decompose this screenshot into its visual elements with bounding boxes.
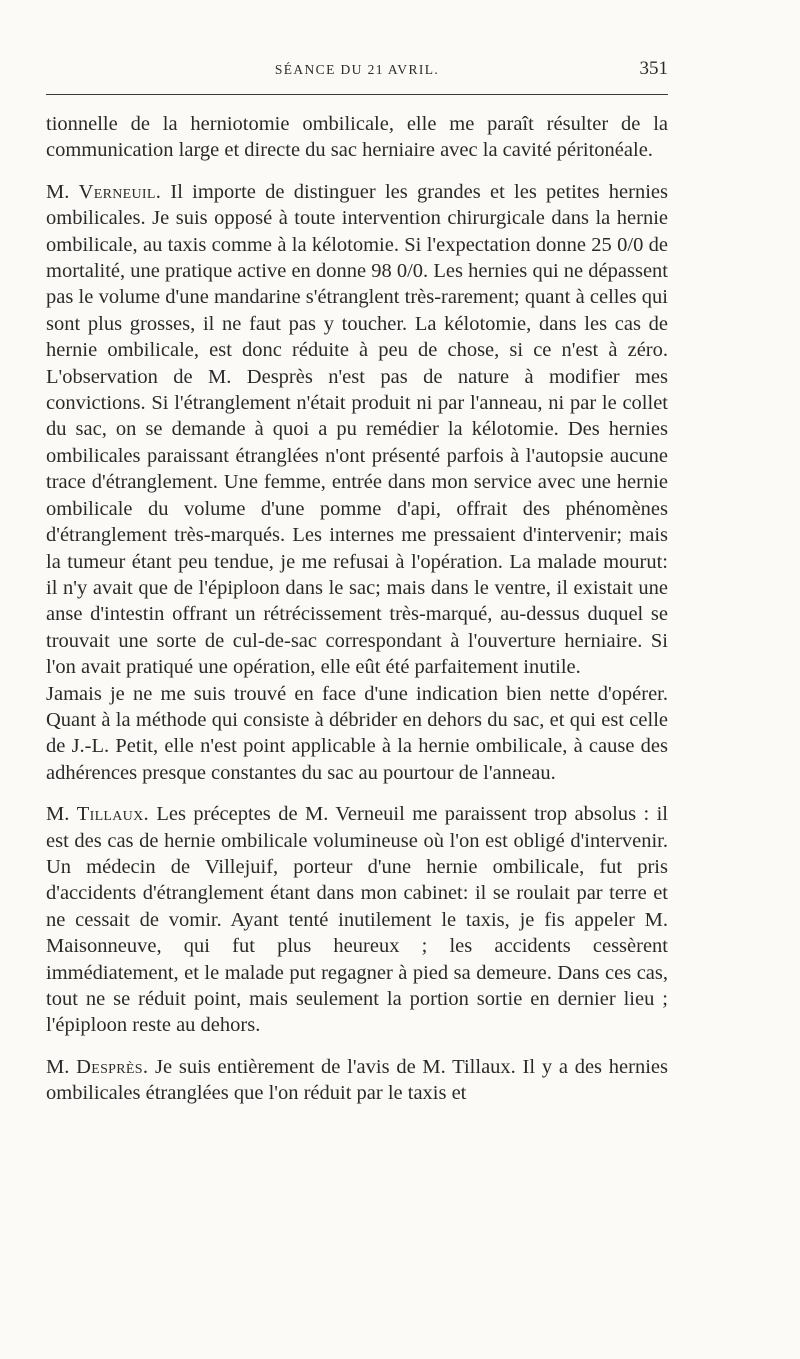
page-number: 351	[639, 58, 668, 79]
speaker-name: Desprès.	[76, 1055, 149, 1078]
paragraph	[46, 681, 668, 787]
paragraph	[46, 801, 668, 1039]
paragraph-text: Je suis entièrement de l'avis de M. Tillaux. Il y a des hernies ombilicales étranglées que l'on réduit par le taxis et	[46, 1055, 668, 1105]
page-header	[46, 58, 668, 84]
body-text	[46, 111, 668, 1107]
paragraph-text: tionnelle de la herniotomie ombilicale, elle me paraît résulter de la communication large et directe du sac herniaire avec la cavité péritonéale.	[46, 113, 668, 162]
paragraph	[46, 1054, 668, 1107]
paragraph-text: Il importe de distinguer les grandes et les petites hernies ombilicales. Je suis opposé à toute intervention chirurgicale dans la hernie ombilicale, au taxis comme à la kélotomie. Si l'expectation donne 25 0/0 de mortalité, une pratique active en donne 98 0/0. Les hernies qui ne dépassent pas le volume d'une mandarine s'étranglent très-rarement; quant à celles qui sont plus grosses, il ne faut pas y toucher. La kélotomie, dans les cas de hernie ombilicale, est donc réduite à peu de chose, si ce n'est à zéro. L'observation de M. Desprès n'est pas de nature à modifier mes convictions. Si l'étranglement n'était produit ni par l'anneau, ni par le collet du sac, on se demande à quoi a pu remédier la kélotomie. Des hernies ombilicales paraissant étranglées n'ont présenté parfois à l'autopsie aucune trace d'étranglement. Une femme, entrée dans mon service avec une hernie ombilicale du volume d'une pomme d'api, offrait des phénomènes d'étranglement très-marqués. Les internes me pressaient d'intervenir; mais la tumeur étant peu tendue, je me refusai à l'opération. La malade mourut: il n'y avait que de l'épiploon dans le sac; mais dans le ventre, il existait une anse d'intestin offrant un rétrécissement très-marqué, au-dessus duquel se trouvait une sorte de cul-de-sac correspondant à l'ouverture herniaire. Si l'on avait pratiqué une opération, elle eût été parfaitement inutile.	[46, 180, 668, 679]
paragraph-text: Jamais je ne me suis trouvé en face d'une indication bien nette d'opérer. Quant à la méthode qui consiste à débrider en dehors du sac, et qui est celle de J.-L. Petit, elle n'est point applicable à la hernie ombilicale, à cause des adhérences presque constantes du sac au pourtour de l'anneau.	[46, 682, 668, 784]
header-rule	[46, 94, 668, 95]
running-title: SÉANCE DU 21 AVRIL.	[274, 62, 440, 77]
paragraph-text: Les préceptes de M. Verneuil me paraissent trop absolus : il est des cas de hernie ombilicale volumineuse où l'on est obligé d'intervenir. Un médecin de Villejuif, porteur d'une hernie ombilicale, fut pris d'accidents d'étranglement étant dans mon cabinet: il se roulait par terre et ne cessait de vomir. Ayant tenté inutilement le taxis, je fis appeler M. Maisonneuve, qui fut plus heureux ; les accidents cessèrent immédiatement, et le malade put regagner à pied sa demeure. Dans ces cas, tout ne se réduit point, mais seulement la portion sortie en dernier lieu ; l'épiploon reste au dehors.	[46, 803, 668, 1037]
paragraph	[46, 111, 668, 164]
paragraph	[46, 179, 668, 681]
speaker-prefix: M.	[46, 1055, 77, 1078]
speaker-prefix: M.	[46, 803, 77, 826]
speaker-name: Tillaux.	[76, 803, 149, 826]
speaker-name: Verneuil.	[78, 180, 162, 203]
speaker-prefix: M.	[46, 180, 79, 203]
